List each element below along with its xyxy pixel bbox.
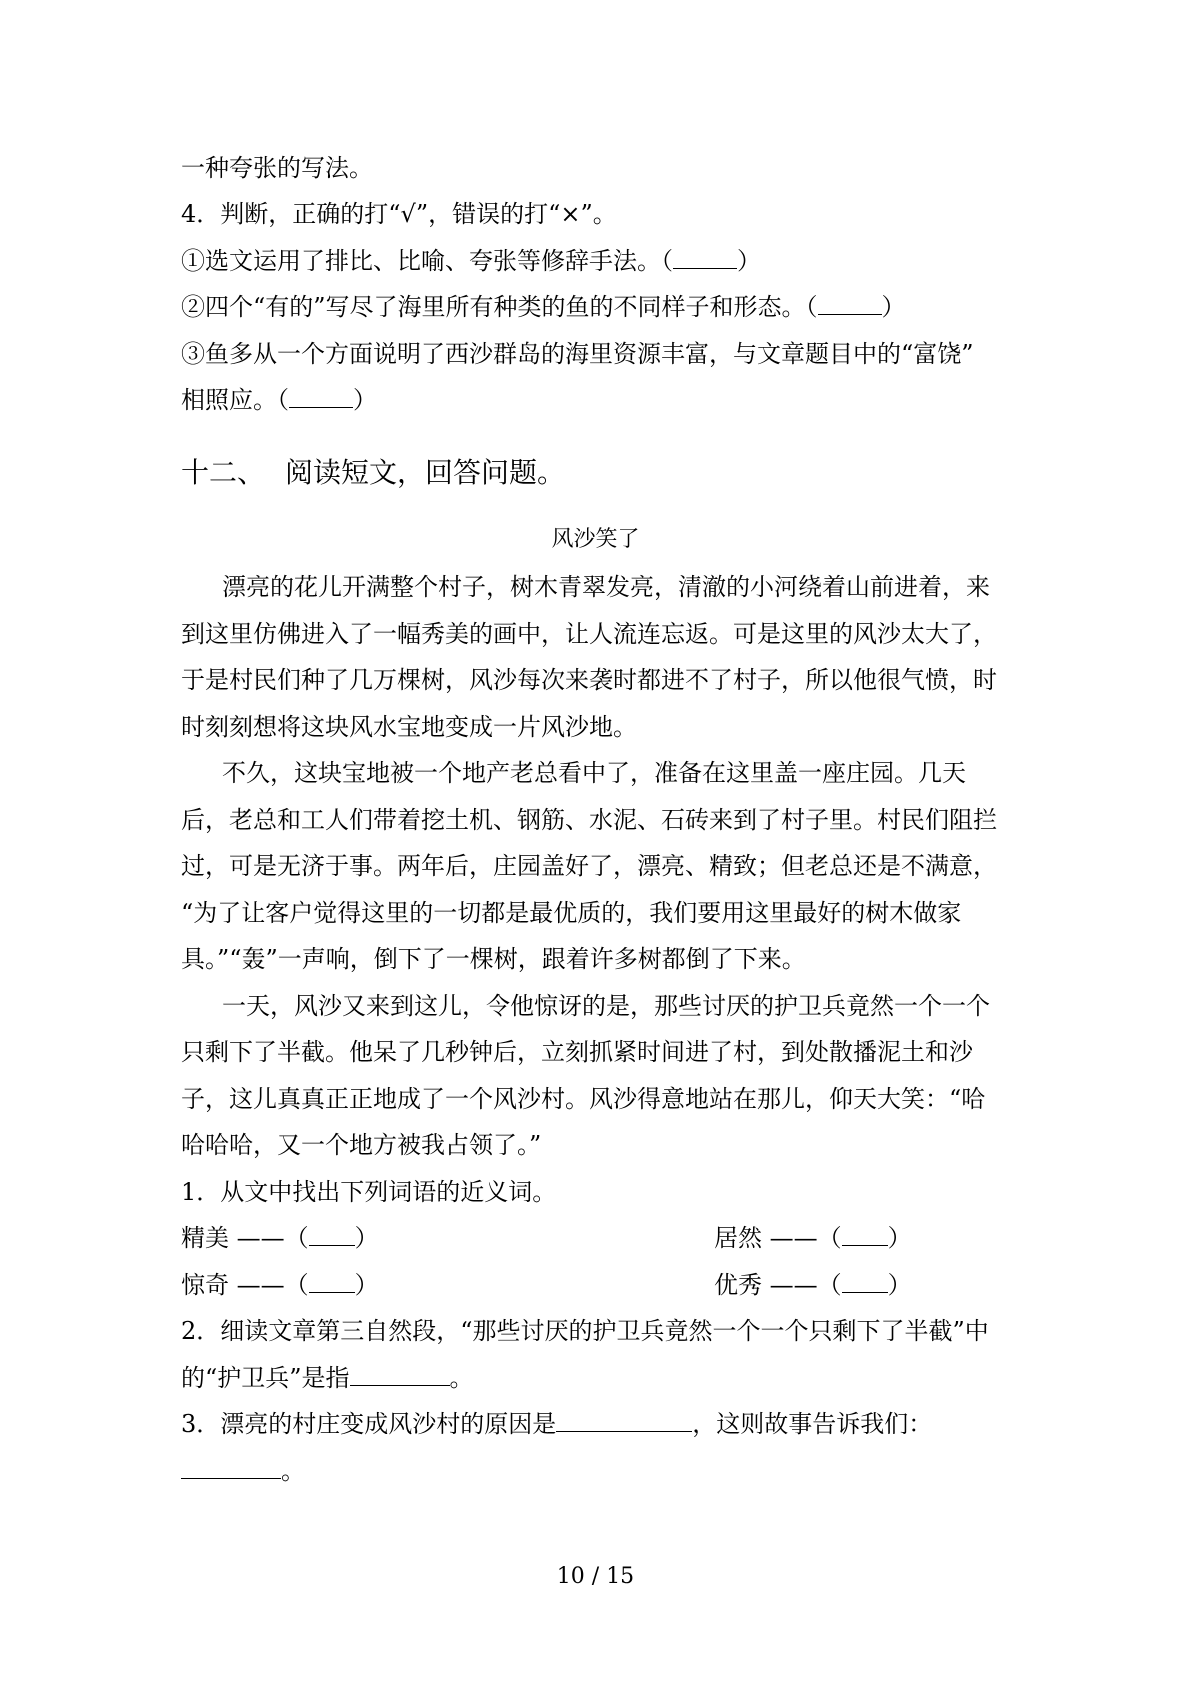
article-line: 时刻刻想将这块风水宝地变成一片风沙地。	[181, 713, 637, 741]
answer-blank[interactable]	[181, 1456, 281, 1479]
question-4-item-3: ③鱼多从一个方面说明了西沙群岛的海里资源丰富，与文章题目中的“富饶”	[181, 340, 974, 368]
synonym-item: 惊奇 ——（ ）	[181, 1271, 379, 1299]
question-2: 2．细读文章第三自然段，“那些讨厌的护卫兵竟然一个一个只剩下了半截”中	[181, 1317, 989, 1345]
article-line: 哈哈哈，又一个地方被我占领了。”	[181, 1131, 542, 1159]
question-2-cont: 的“护卫兵”是指 。	[181, 1364, 474, 1392]
article-line: 子，这儿真真正正地成了一个风沙村。风沙得意地站在那儿，仰天大笑：“哈	[181, 1085, 986, 1113]
answer-blank[interactable]	[842, 1223, 888, 1246]
answer-blank[interactable]	[842, 1270, 888, 1293]
question-3: 3．漂亮的村庄变成风沙村的原因是 ，这则故事告诉我们：	[181, 1410, 933, 1438]
question-4-item-2: ②四个“有的”写尽了海里所有种类的鱼的不同样子和形态。（ ）	[181, 293, 906, 321]
page-number: 10 / 15	[556, 1564, 635, 1589]
synonym-item: 居然 ——（ ）	[714, 1224, 912, 1252]
section-title: 阅读短文，回答问题。	[285, 456, 566, 489]
synonym-item: 优秀 ——（ ）	[714, 1271, 912, 1299]
article-line: 到这里仿佛进入了一幅秀美的画中，让人流连忘返。可是这里的风沙太大了，	[181, 620, 997, 648]
synonym-row-2	[181, 1267, 1021, 1303]
synonym-item: 精美 ——（ ）	[181, 1224, 379, 1252]
answer-blank[interactable]	[556, 1409, 692, 1432]
article-line: “为了让客户觉得这里的一切都是最优质的，我们要用这里最好的树木做家	[181, 899, 962, 927]
question-4-item-3-cont: 相照应。（ ）	[181, 386, 377, 414]
synonym-row-1	[181, 1220, 1021, 1256]
article-line: 于是村民们种了几万棵树，风沙每次来袭时都进不了村子，所以他很气愤，时	[181, 666, 997, 694]
section-heading	[181, 453, 565, 493]
answer-blank[interactable]	[309, 1270, 355, 1293]
answer-blank[interactable]	[673, 246, 737, 269]
answer-blank[interactable]	[289, 385, 353, 408]
article-line: 过，可是无济于事。两年后，庄园盖好了，漂亮、精致；但老总还是不满意，	[181, 852, 997, 880]
article-line: 不久，这块宝地被一个地产老总看中了，准备在这里盖一座庄园。几天	[222, 759, 966, 787]
question-4: 4．判断，正确的打“√”，错误的打“×”。	[181, 200, 617, 228]
article-line: 只剩下了半截。他呆了几秒钟后，立刻抓紧时间进了村，到处散播泥土和沙	[181, 1038, 973, 1066]
answer-blank[interactable]	[818, 292, 882, 315]
article-title: 风沙笑了	[551, 527, 640, 552]
question-4-item-1: ①选文运用了排比、比喻、夸张等修辞手法。（ ）	[181, 247, 761, 275]
article-line: 一天，风沙又来到这儿，令他惊讶的是，那些讨厌的护卫兵竟然一个一个	[222, 992, 990, 1020]
section-number: 十二、	[181, 456, 266, 489]
answer-blank[interactable]	[350, 1363, 450, 1386]
answer-blank[interactable]	[309, 1223, 355, 1246]
text-line: 一种夸张的写法。	[181, 154, 373, 182]
question-1: 1．从文中找出下列词语的近义词。	[181, 1178, 557, 1206]
article-line: 具。”“轰”一声响，倒下了一棵树，跟着许多树都倒了下来。	[181, 945, 806, 973]
article-line: 后，老总和工人们带着挖土机、钢筋、水泥、石砖来到了村子里。村民们阻拦	[181, 806, 997, 834]
question-3-cont: 。	[181, 1453, 1021, 1489]
article-line: 漂亮的花儿开满整个村子，树木青翠发亮，清澈的小河绕着山前进着，来	[222, 573, 990, 601]
